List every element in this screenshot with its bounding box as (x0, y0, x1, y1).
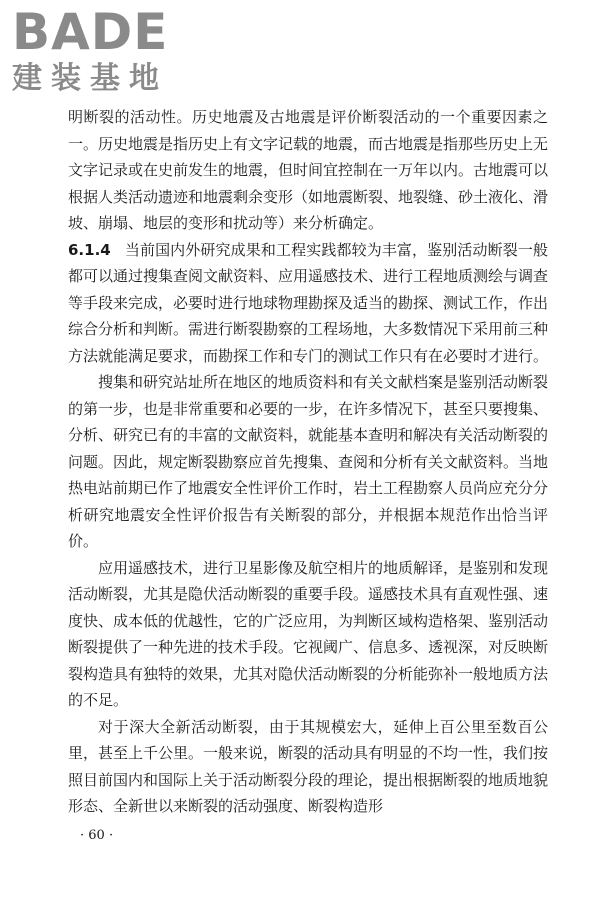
logo-chinese-text: 建装基地 (12, 61, 168, 96)
page-number: · 60 · (80, 828, 114, 843)
brand-logo (12, 3, 182, 98)
paragraph-1: 明断裂的活动性。历史地震及古地震是评价断裂活动的一个重要因素之一。历史地震是指历史上有文字记载的地震，而古地震是指那些历史上无文字记录或在史前发生的地震，但时间宜控制在一万年以内。古地震可以根据人类活动遗迹和地震剩余变形（如地震断裂、地裂缝、砂土液化、滑坡、崩塌、地层的变形和扰动等）来分析确定。 (68, 108, 549, 232)
section-number: 6.1.4 (68, 240, 111, 259)
paragraph-5: 对于深大全新活动断裂，由于其规模宏大，延伸上百公里至数百公里，甚至上千公里。一般来说，断裂的活动具有明显的不均一性，我们按照目前国内和国际上关于活动断裂分段的理论，提出根据断裂的地质地貌形态、全新世以来断裂的活动强度、断裂构造形 (68, 717, 549, 815)
paragraph-3: 搜集和研究站址所在地区的地质资料和有关文献档案是鉴别活动断裂的第一步，也是非常重要和必要的一步，在许多情况下，甚至只要搜集、分析、研究已有的丰富的文献资料，就能基本查明和解决有关活动断裂的问题。因此，规定断裂勘察应首先搜集、查阅和分析有关文献资料。当地热电站前期已作了地震安全性评价工作时，岩土工程勘察人员尚应充分分析研究地震安全性评价报告有关断裂的部分，并根据本规范作出恰当评价。 (68, 373, 549, 550)
document-body (68, 104, 548, 820)
logo-wordmark: BADE (12, 3, 169, 61)
paragraph-4: 应用遥感技术，进行卫星影像及航空相片的地质解译，是鉴别和发现活动断裂，尤其是隐伏活动断裂的重要手段。遥感技术具有直观性强、速度快、成本低的优越性，它的广泛应用，为判断区域构造格架、鉴别活动断裂提供了一种先进的技术手段。它视阈广、信息多、透视深，对反映断裂构造具有独特的效果，尤其对隐伏活动断裂的分析能弥补一般地质方法的不足。 (68, 558, 549, 709)
paragraph-2-text: 当前国内外研究成果和工程实践都较为丰富，鉴别活动断裂一般都可以通过搜集查阅文献资料、应用遥感技术、进行工程地质测绘与调查等手段来完成，必要时进行地球物理勘探及适当的勘探、测试工作，作出综合分析和判断。需进行断裂勘察的工程场地，大多数情况下采用前三种方法就能满足要求，而勘探工作和专门的测试工作只有在必要时才进行。 (68, 240, 549, 365)
paragraph-2 (68, 237, 548, 370)
